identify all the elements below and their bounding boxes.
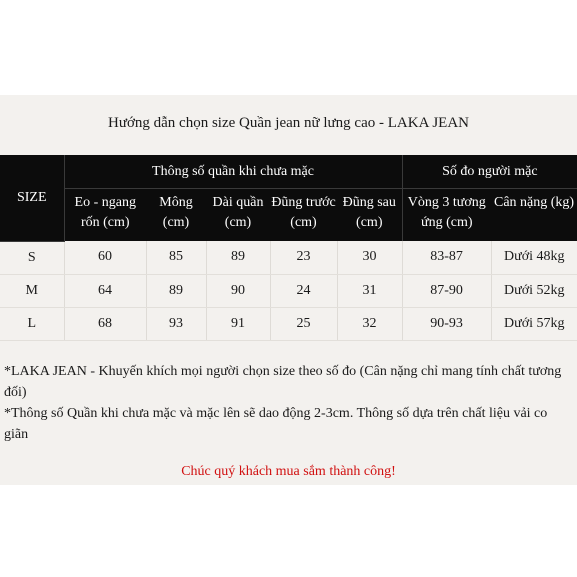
- column-header-body-hip: Vòng 3 tương ứng (cm): [402, 189, 491, 242]
- cell-waist: 60: [64, 241, 146, 274]
- cell-weight: Dưới 52kg: [491, 274, 577, 307]
- cell-waist: 64: [64, 274, 146, 307]
- cell-waist: 68: [64, 307, 146, 340]
- table-row-m: [0, 274, 577, 307]
- thank-you-message: Chúc quý khách mua sắm thành công!: [181, 464, 396, 479]
- size-guide-card: [0, 95, 577, 485]
- size-notes: [4, 361, 572, 445]
- cell-body-hip: 90-93: [402, 307, 491, 340]
- column-header-front-rise: Đũng trước (cm): [270, 189, 337, 242]
- cell-length: 89: [206, 241, 270, 274]
- column-header-weight: Cân nặng (kg): [491, 189, 577, 242]
- column-header-hip: Mông (cm): [146, 189, 206, 242]
- cell-size: S: [0, 241, 64, 274]
- note-tolerance: *Thông số Quần khi chưa mặc và mặc lên sẽ dao động 2-3cm. Thông số dựa trên chất liệu vải co giãn: [4, 406, 548, 442]
- group-header-body: Số đo người mặc: [402, 155, 577, 189]
- table-header-row: [0, 189, 577, 242]
- cell-weight: Dưới 57kg: [491, 307, 577, 340]
- column-header-waist: Eo - ngang rốn (cm): [64, 189, 146, 242]
- cell-back-rise: 32: [337, 307, 402, 340]
- table-row-l: [0, 307, 577, 340]
- cell-hip: 89: [146, 274, 206, 307]
- cell-hip: 93: [146, 307, 206, 340]
- cell-front-rise: 24: [270, 274, 337, 307]
- note-weight: *LAKA JEAN - Khuyến khích mọi người chọn size theo số đo (Cân nặng chỉ mang tính chất tương đối): [4, 364, 562, 400]
- size-header: SIZE: [0, 155, 64, 241]
- cell-size: L: [0, 307, 64, 340]
- table-header-group-row: [0, 155, 577, 189]
- cell-hip: 85: [146, 241, 206, 274]
- table-row-s: [0, 241, 577, 274]
- cell-back-rise: 30: [337, 241, 402, 274]
- cell-size: M: [0, 274, 64, 307]
- cell-weight: Dưới 48kg: [491, 241, 577, 274]
- size-table: [0, 155, 577, 341]
- cell-length: 91: [206, 307, 270, 340]
- cell-front-rise: 23: [270, 241, 337, 274]
- cell-length: 90: [206, 274, 270, 307]
- cell-body-hip: 83-87: [402, 241, 491, 274]
- column-header-back-rise: Đũng sau (cm): [337, 189, 402, 242]
- cell-front-rise: 25: [270, 307, 337, 340]
- page-title: Hướng dẫn chọn size Quần jean nữ lưng cao - LAKA JEAN: [108, 115, 469, 131]
- cell-body-hip: 87-90: [402, 274, 491, 307]
- column-header-length: Dài quần (cm): [206, 189, 270, 242]
- cell-back-rise: 31: [337, 274, 402, 307]
- group-header-unworn: Thông số quần khi chưa mặc: [64, 155, 402, 189]
